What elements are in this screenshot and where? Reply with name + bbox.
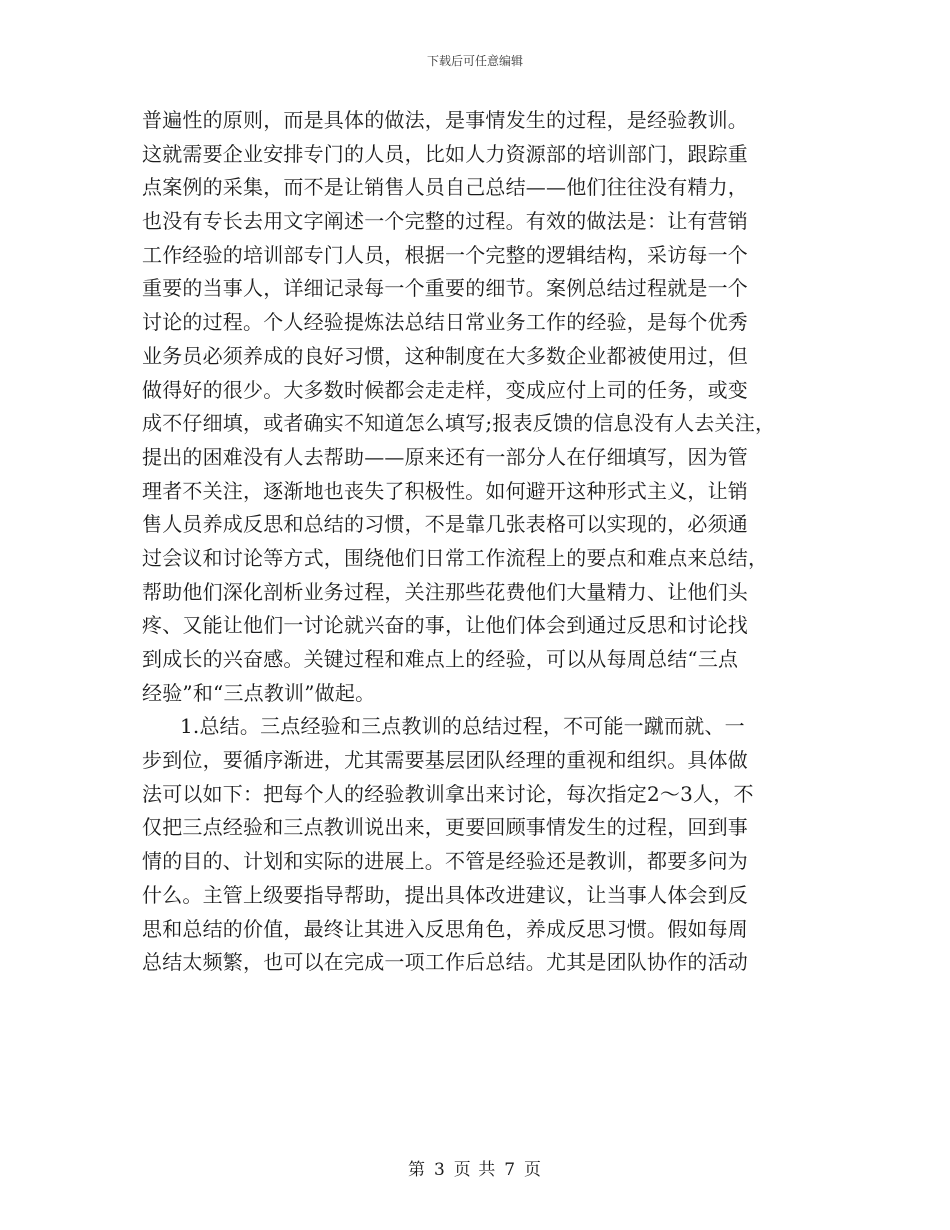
total-page-number: 7: [504, 1160, 517, 1180]
text-line: 到成长的兴奋感。关键过程和难点上的经验，可以从每周总结“三点: [142, 647, 739, 671]
text-line: 成不仔细填，或者确实不知道怎么填写;报表反馈的信息没有人去关注，: [142, 411, 776, 436]
paragraph-2: [142, 710, 812, 980]
footer-mid: 页 共: [453, 1160, 497, 1180]
text-line: 帮助他们深化剖析业务过程，关注那些花费他们大量精力、让他们头: [142, 579, 748, 604]
paragraph-1: [142, 104, 812, 710]
text-line: 也没有专长去用文字阐述一个完整的过程。有效的做法是：让有营销: [142, 209, 748, 234]
page-footer: [0, 1155, 950, 1180]
text-line: 工作经验的培训部专门人员，根据一个完整的逻辑结构，采访每一个: [142, 242, 748, 267]
text-line: 1.总结。三点经验和三点教训的总结过程，不可能一蹴而就、一: [180, 714, 745, 739]
footer-prefix: 第: [407, 1160, 426, 1180]
text-line: 理者不关注，逐渐地也丧失了积极性。如何避开这种形式主义，让销: [142, 478, 748, 503]
text-line: 讨论的过程。个人经验提炼法总结日常业务工作的经验，是每个优秀: [142, 310, 748, 335]
text-line: 点案例的采集，而不是让销售人员自己总结——他们往往没有精力，: [142, 175, 748, 200]
text-line: 经验”和“三点教训”做起。: [142, 680, 376, 705]
text-line: 普遍性的原则，而是具体的做法，是事情发生的过程，是经验教训。: [142, 108, 748, 132]
text-line: 做得好的很少。大多数时候都会走走样，变成应付上司的任务，或变: [142, 377, 748, 402]
text-line: 情的目的、计划和实际的进展上。不管是经验还是教训，都要多问为: [142, 849, 748, 874]
text-line: 思和总结的价值，最终让其进入反思角色，养成反思习惯。假如每周: [142, 916, 748, 941]
document-body: [142, 104, 812, 980]
text-line: 业务员必须养成的良好习惯，这种制度在大多数企业都被使用过，但: [142, 343, 748, 368]
text-line: 疼、又能让他们一讨论就兴奋的事，让他们体会到通过反思和讨论找: [142, 613, 748, 638]
header-note: 下载后可任意编辑: [426, 54, 523, 68]
text-line: 提出的困难没有人去帮助——原来还有一部分人在仔细填写，因为管: [142, 444, 748, 469]
current-page-number: 3: [433, 1160, 446, 1180]
text-line: 售人员养成反思和总结的习惯，不是靠几张表格可以实现的，必须通: [142, 512, 748, 537]
text-line: 什么。主管上级要指导帮助，提出具体改进建议，让当事人体会到反: [142, 882, 748, 907]
text-line: 这就需要企业安排专门的人员，比如人力资源部的培训部门，跟踪重: [142, 141, 748, 166]
text-line: 法可以如下：把每个人的经验教训拿出来讨论，每次指定2～3人，不: [142, 781, 754, 806]
text-line: 步到位，要循序渐进，尤其需要基层团队经理的重视和组织。具体做: [142, 748, 748, 773]
text-line: 仅把三点经验和三点教训说出来，更要回顾事情发生的过程，回到事: [142, 815, 748, 840]
text-line: 过会议和讨论等方式，围绕他们日常工作流程上的要点和难点来总结，: [142, 545, 769, 570]
footer-suffix: 页: [524, 1160, 543, 1180]
text-line: 重要的当事人，详细记录每一个重要的细节。案例总结过程就是一个: [142, 276, 748, 301]
text-line: 总结太频繁，也可以在完成一项工作后总结。尤其是团队协作的活动: [142, 950, 748, 975]
